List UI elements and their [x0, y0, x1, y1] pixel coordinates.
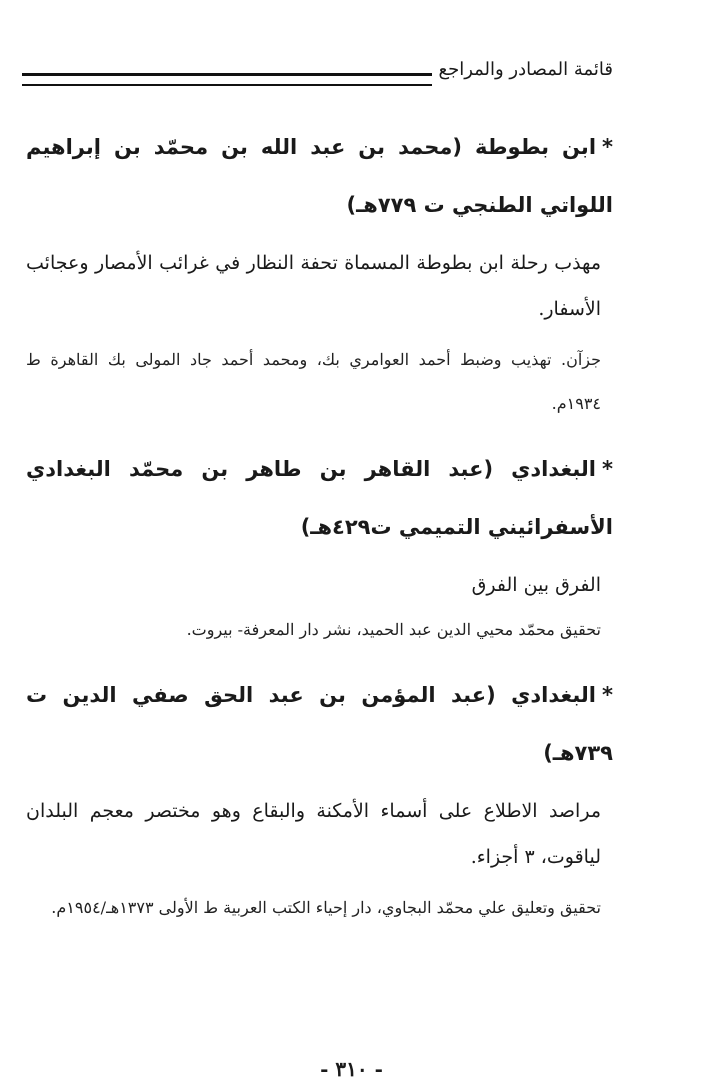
- running-header: [22, 55, 613, 95]
- asterisk-icon: *: [602, 135, 613, 159]
- entry-title: الفرق بين الفرق: [471, 574, 601, 596]
- page-number: - ٣١٠ -: [320, 1057, 383, 1081]
- entry-details: تحقيق محمّد محيي الدين عبد الحميد، نشر دار المعرفة- بيروت.: [186, 620, 601, 639]
- entry-author: [26, 118, 613, 234]
- entry-author: [26, 666, 613, 782]
- header-title: قائمة المصادر والمراجع: [438, 59, 613, 80]
- entry-title: مراصد الاطلاع على أسماء الأمكنة والبقاع وهو مختصر معجم البلدان لياقوت، ٣ أجزاء.: [26, 800, 601, 868]
- bibliography-entry: [26, 440, 613, 652]
- entry-author-text: البغدادي (عبد المؤمن بن عبد الحق صفي الدين ت ٧٣٩هـ): [26, 683, 613, 765]
- entry-details: تحقيق وتعليق علي محمّد البجاوي، دار إحياء الكتب العربية ط الأولى ١٣٧٣هـ/١٩٥٤م.: [51, 898, 601, 917]
- entry-author-text: البغدادي (عبد القاهر بن طاهر بن محمّد البغدادي الأسفرائيني التميمي ت٤٢٩هـ): [26, 457, 613, 539]
- asterisk-icon: *: [602, 683, 613, 707]
- entry-author: [26, 440, 613, 556]
- bibliography-entry: [26, 118, 613, 426]
- header-rule: [22, 73, 432, 86]
- bibliography-entry: [26, 666, 613, 930]
- entry-author-text: ابن بطوطة (محمد بن عبد الله بن محمّد بن إبراهيم اللواتي الطنجي ت ٧٧٩هـ): [26, 135, 613, 217]
- entry-title: مهذب رحلة ابن بطوطة المسماة تحفة النظار في غرائب الأمصار وعجائب الأسفار.: [26, 252, 601, 320]
- bibliography-list: [26, 118, 613, 930]
- entry-details: جزآن. تهذيب وضبط أحمد العوامري بك، ومحمد أحمد جاد المولى بك القاهرة ط ١٩٣٤م.: [26, 350, 601, 413]
- asterisk-icon: *: [602, 457, 613, 481]
